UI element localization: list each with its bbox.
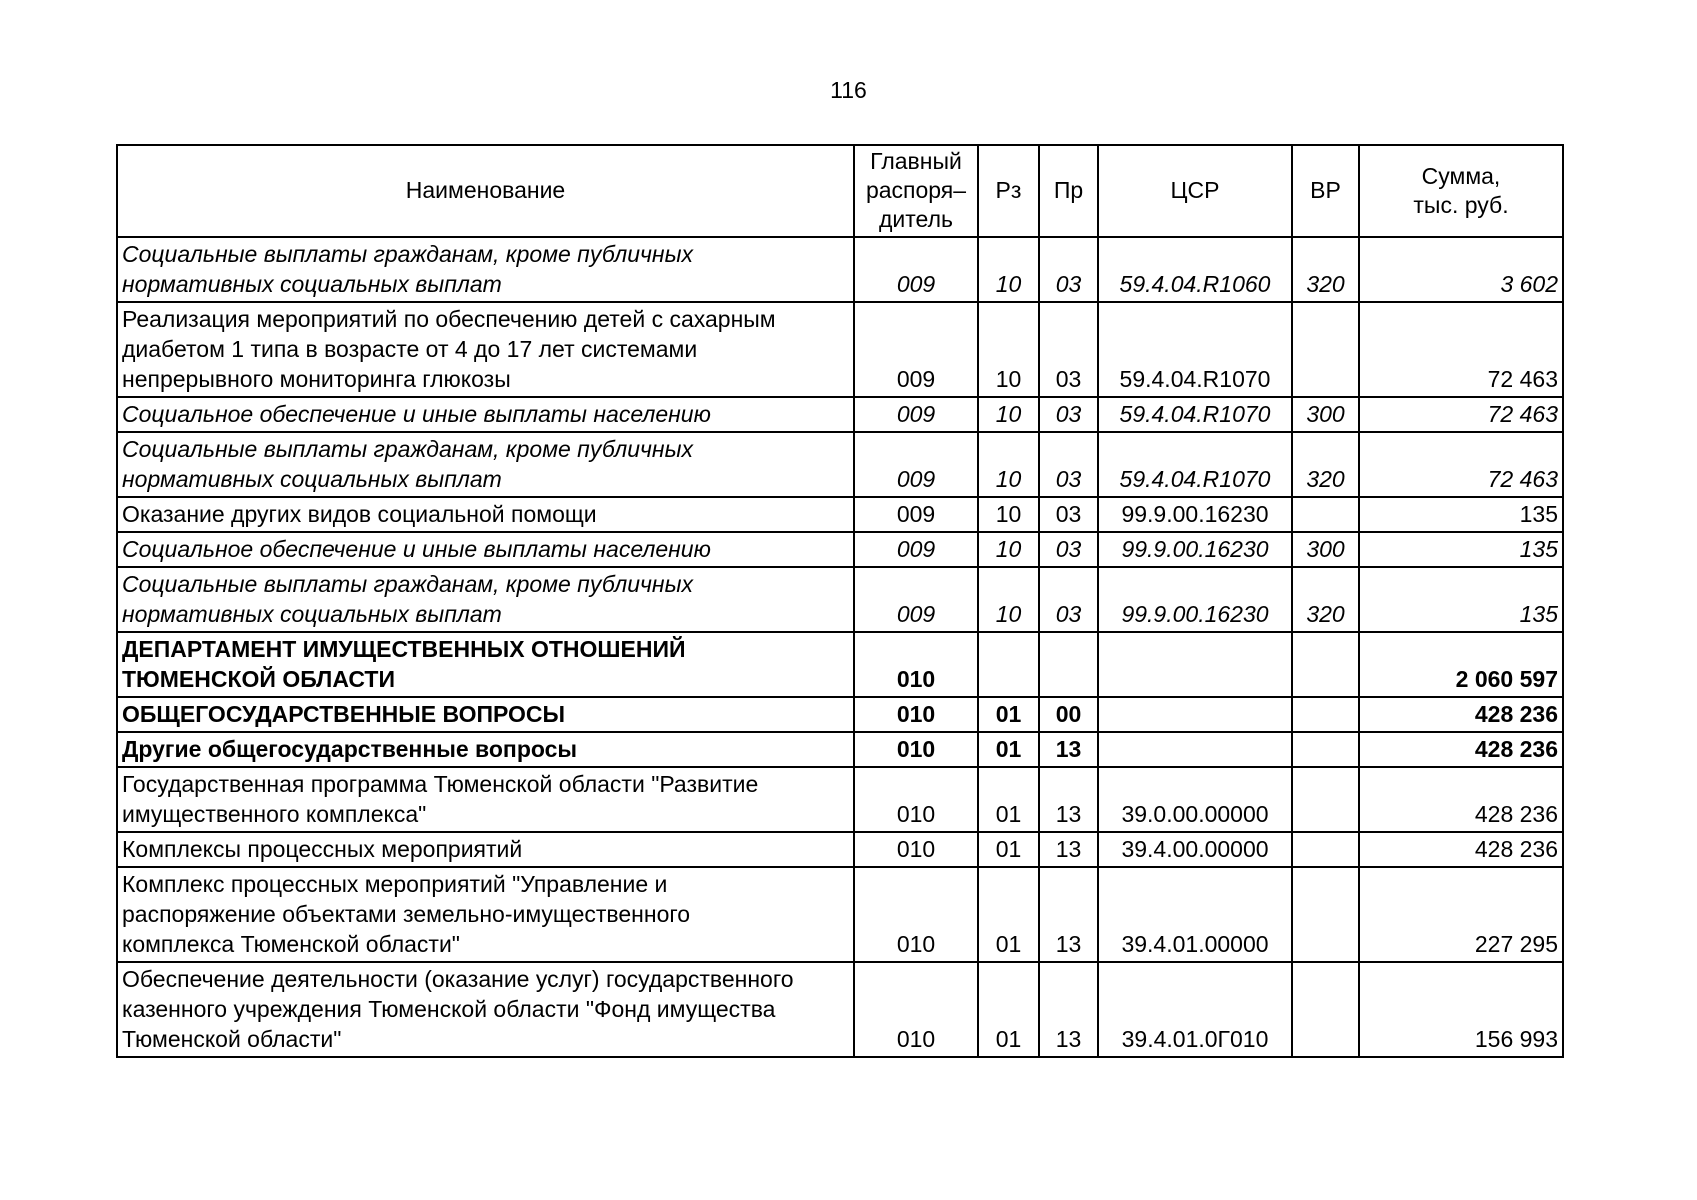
cell-vr (1292, 732, 1359, 767)
table-body (117, 237, 1563, 1057)
header-manager: Главный распоря– дитель (854, 145, 978, 237)
cell-name: Социальные выплаты гражданам, кроме публичных нормативных социальных выплат (117, 237, 854, 302)
header-rz: Рз (978, 145, 1039, 237)
cell-sum: 135 (1359, 497, 1563, 532)
cell-name: Реализация мероприятий по обеспечению детей с сахарным диабетом 1 типа в возрасте от 4 до 17 лет системами непрерывного мониторинга глюкозы (117, 302, 854, 397)
table-row (117, 237, 1563, 302)
cell-csr: 59.4.04.R1070 (1098, 302, 1292, 397)
cell-vr (1292, 302, 1359, 397)
cell-rz: 10 (978, 532, 1039, 567)
cell-pr: 03 (1039, 497, 1098, 532)
header-pr: Пр (1039, 145, 1098, 237)
cell-sum: 135 (1359, 532, 1563, 567)
cell-csr (1098, 697, 1292, 732)
cell-csr: 99.9.00.16230 (1098, 532, 1292, 567)
cell-manager: 009 (854, 237, 978, 302)
cell-sum: 2 060 597 (1359, 632, 1563, 697)
cell-sum: 428 236 (1359, 697, 1563, 732)
cell-csr (1098, 632, 1292, 697)
cell-sum: 72 463 (1359, 397, 1563, 432)
table-row (117, 732, 1563, 767)
cell-pr: 13 (1039, 832, 1098, 867)
cell-rz: 01 (978, 832, 1039, 867)
cell-manager: 009 (854, 432, 978, 497)
cell-sum: 428 236 (1359, 832, 1563, 867)
table-row (117, 697, 1563, 732)
cell-manager: 010 (854, 732, 978, 767)
cell-csr: 99.9.00.16230 (1098, 567, 1292, 632)
cell-name: Оказание других видов социальной помощи (117, 497, 854, 532)
cell-rz: 01 (978, 867, 1039, 962)
cell-csr: 59.4.04.R1070 (1098, 397, 1292, 432)
cell-manager: 009 (854, 567, 978, 632)
table-row (117, 832, 1563, 867)
table-row (117, 432, 1563, 497)
cell-rz: 10 (978, 432, 1039, 497)
header-name: Наименование (117, 145, 854, 237)
cell-vr (1292, 767, 1359, 832)
cell-vr (1292, 962, 1359, 1057)
cell-sum: 72 463 (1359, 302, 1563, 397)
cell-pr: 03 (1039, 567, 1098, 632)
cell-sum: 72 463 (1359, 432, 1563, 497)
cell-sum: 428 236 (1359, 732, 1563, 767)
table-row (117, 567, 1563, 632)
table-row (117, 302, 1563, 397)
cell-rz: 01 (978, 767, 1039, 832)
cell-manager: 010 (854, 767, 978, 832)
budget-table (116, 144, 1564, 1058)
cell-csr: 39.4.01.0Г010 (1098, 962, 1292, 1057)
cell-sum: 227 295 (1359, 867, 1563, 962)
cell-csr: 39.4.00.00000 (1098, 832, 1292, 867)
header-row (117, 145, 1563, 237)
cell-manager: 010 (854, 962, 978, 1057)
table-row (117, 532, 1563, 567)
cell-vr (1292, 632, 1359, 697)
table-header (117, 145, 1563, 237)
cell-vr: 300 (1292, 397, 1359, 432)
cell-name: Социальные выплаты гражданам, кроме публичных нормативных социальных выплат (117, 432, 854, 497)
cell-manager: 009 (854, 397, 978, 432)
cell-pr: 13 (1039, 732, 1098, 767)
cell-sum: 3 602 (1359, 237, 1563, 302)
cell-pr: 03 (1039, 302, 1098, 397)
cell-vr (1292, 832, 1359, 867)
cell-rz: 10 (978, 567, 1039, 632)
cell-rz: 10 (978, 237, 1039, 302)
cell-sum: 135 (1359, 567, 1563, 632)
cell-name: ДЕПАРТАМЕНТ ИМУЩЕСТВЕННЫХ ОТНОШЕНИЙ ТЮМЕНСКОЙ ОБЛАСТИ (117, 632, 854, 697)
cell-manager: 010 (854, 632, 978, 697)
cell-manager: 009 (854, 532, 978, 567)
cell-rz: 10 (978, 397, 1039, 432)
cell-manager: 009 (854, 302, 978, 397)
cell-csr: 59.4.04.R1060 (1098, 237, 1292, 302)
table-row (117, 767, 1563, 832)
table-row (117, 397, 1563, 432)
cell-pr: 00 (1039, 697, 1098, 732)
cell-sum: 156 993 (1359, 962, 1563, 1057)
cell-rz: 01 (978, 732, 1039, 767)
cell-name: Государственная программа Тюменской области "Развитие имущественного комплекса" (117, 767, 854, 832)
cell-manager: 010 (854, 832, 978, 867)
table-row (117, 867, 1563, 962)
table-row (117, 962, 1563, 1057)
header-vr: ВР (1292, 145, 1359, 237)
cell-rz: 10 (978, 497, 1039, 532)
cell-vr (1292, 497, 1359, 532)
cell-pr: 13 (1039, 867, 1098, 962)
cell-pr: 03 (1039, 237, 1098, 302)
header-csr: ЦСР (1098, 145, 1292, 237)
cell-vr: 300 (1292, 532, 1359, 567)
cell-csr: 39.4.01.00000 (1098, 867, 1292, 962)
cell-pr (1039, 632, 1098, 697)
cell-manager: 010 (854, 867, 978, 962)
header-sum: Сумма, тыс. руб. (1359, 145, 1563, 237)
cell-manager: 010 (854, 697, 978, 732)
cell-rz: 01 (978, 697, 1039, 732)
cell-name: Социальное обеспечение и иные выплаты населению (117, 397, 854, 432)
cell-vr: 320 (1292, 237, 1359, 302)
table-row (117, 497, 1563, 532)
cell-name: Социальные выплаты гражданам, кроме публичных нормативных социальных выплат (117, 567, 854, 632)
cell-pr: 13 (1039, 962, 1098, 1057)
cell-name: Социальное обеспечение и иные выплаты населению (117, 532, 854, 567)
cell-csr: 39.0.00.00000 (1098, 767, 1292, 832)
cell-pr: 03 (1039, 397, 1098, 432)
cell-name: ОБЩЕГОСУДАРСТВЕННЫЕ ВОПРОСЫ (117, 697, 854, 732)
cell-rz (978, 632, 1039, 697)
page-number: 116 (830, 77, 867, 103)
cell-csr (1098, 732, 1292, 767)
cell-vr (1292, 697, 1359, 732)
table-row (117, 632, 1563, 697)
cell-vr: 320 (1292, 432, 1359, 497)
cell-name: Другие общегосударственные вопросы (117, 732, 854, 767)
cell-vr: 320 (1292, 567, 1359, 632)
cell-rz: 01 (978, 962, 1039, 1057)
cell-name: Комплексы процессных мероприятий (117, 832, 854, 867)
cell-name: Обеспечение деятельности (оказание услуг) государственного казенного учреждения Тюменской области "Фонд имущества Тюменской области" (117, 962, 854, 1057)
cell-sum: 428 236 (1359, 767, 1563, 832)
cell-csr: 59.4.04.R1070 (1098, 432, 1292, 497)
cell-rz: 10 (978, 302, 1039, 397)
cell-pr: 03 (1039, 532, 1098, 567)
cell-name: Комплекс процессных мероприятий "Управление и распоряжение объектами земельно-имущественного комплекса Тюменской области" (117, 867, 854, 962)
cell-csr: 99.9.00.16230 (1098, 497, 1292, 532)
cell-pr: 03 (1039, 432, 1098, 497)
cell-manager: 009 (854, 497, 978, 532)
cell-pr: 13 (1039, 767, 1098, 832)
cell-vr (1292, 867, 1359, 962)
